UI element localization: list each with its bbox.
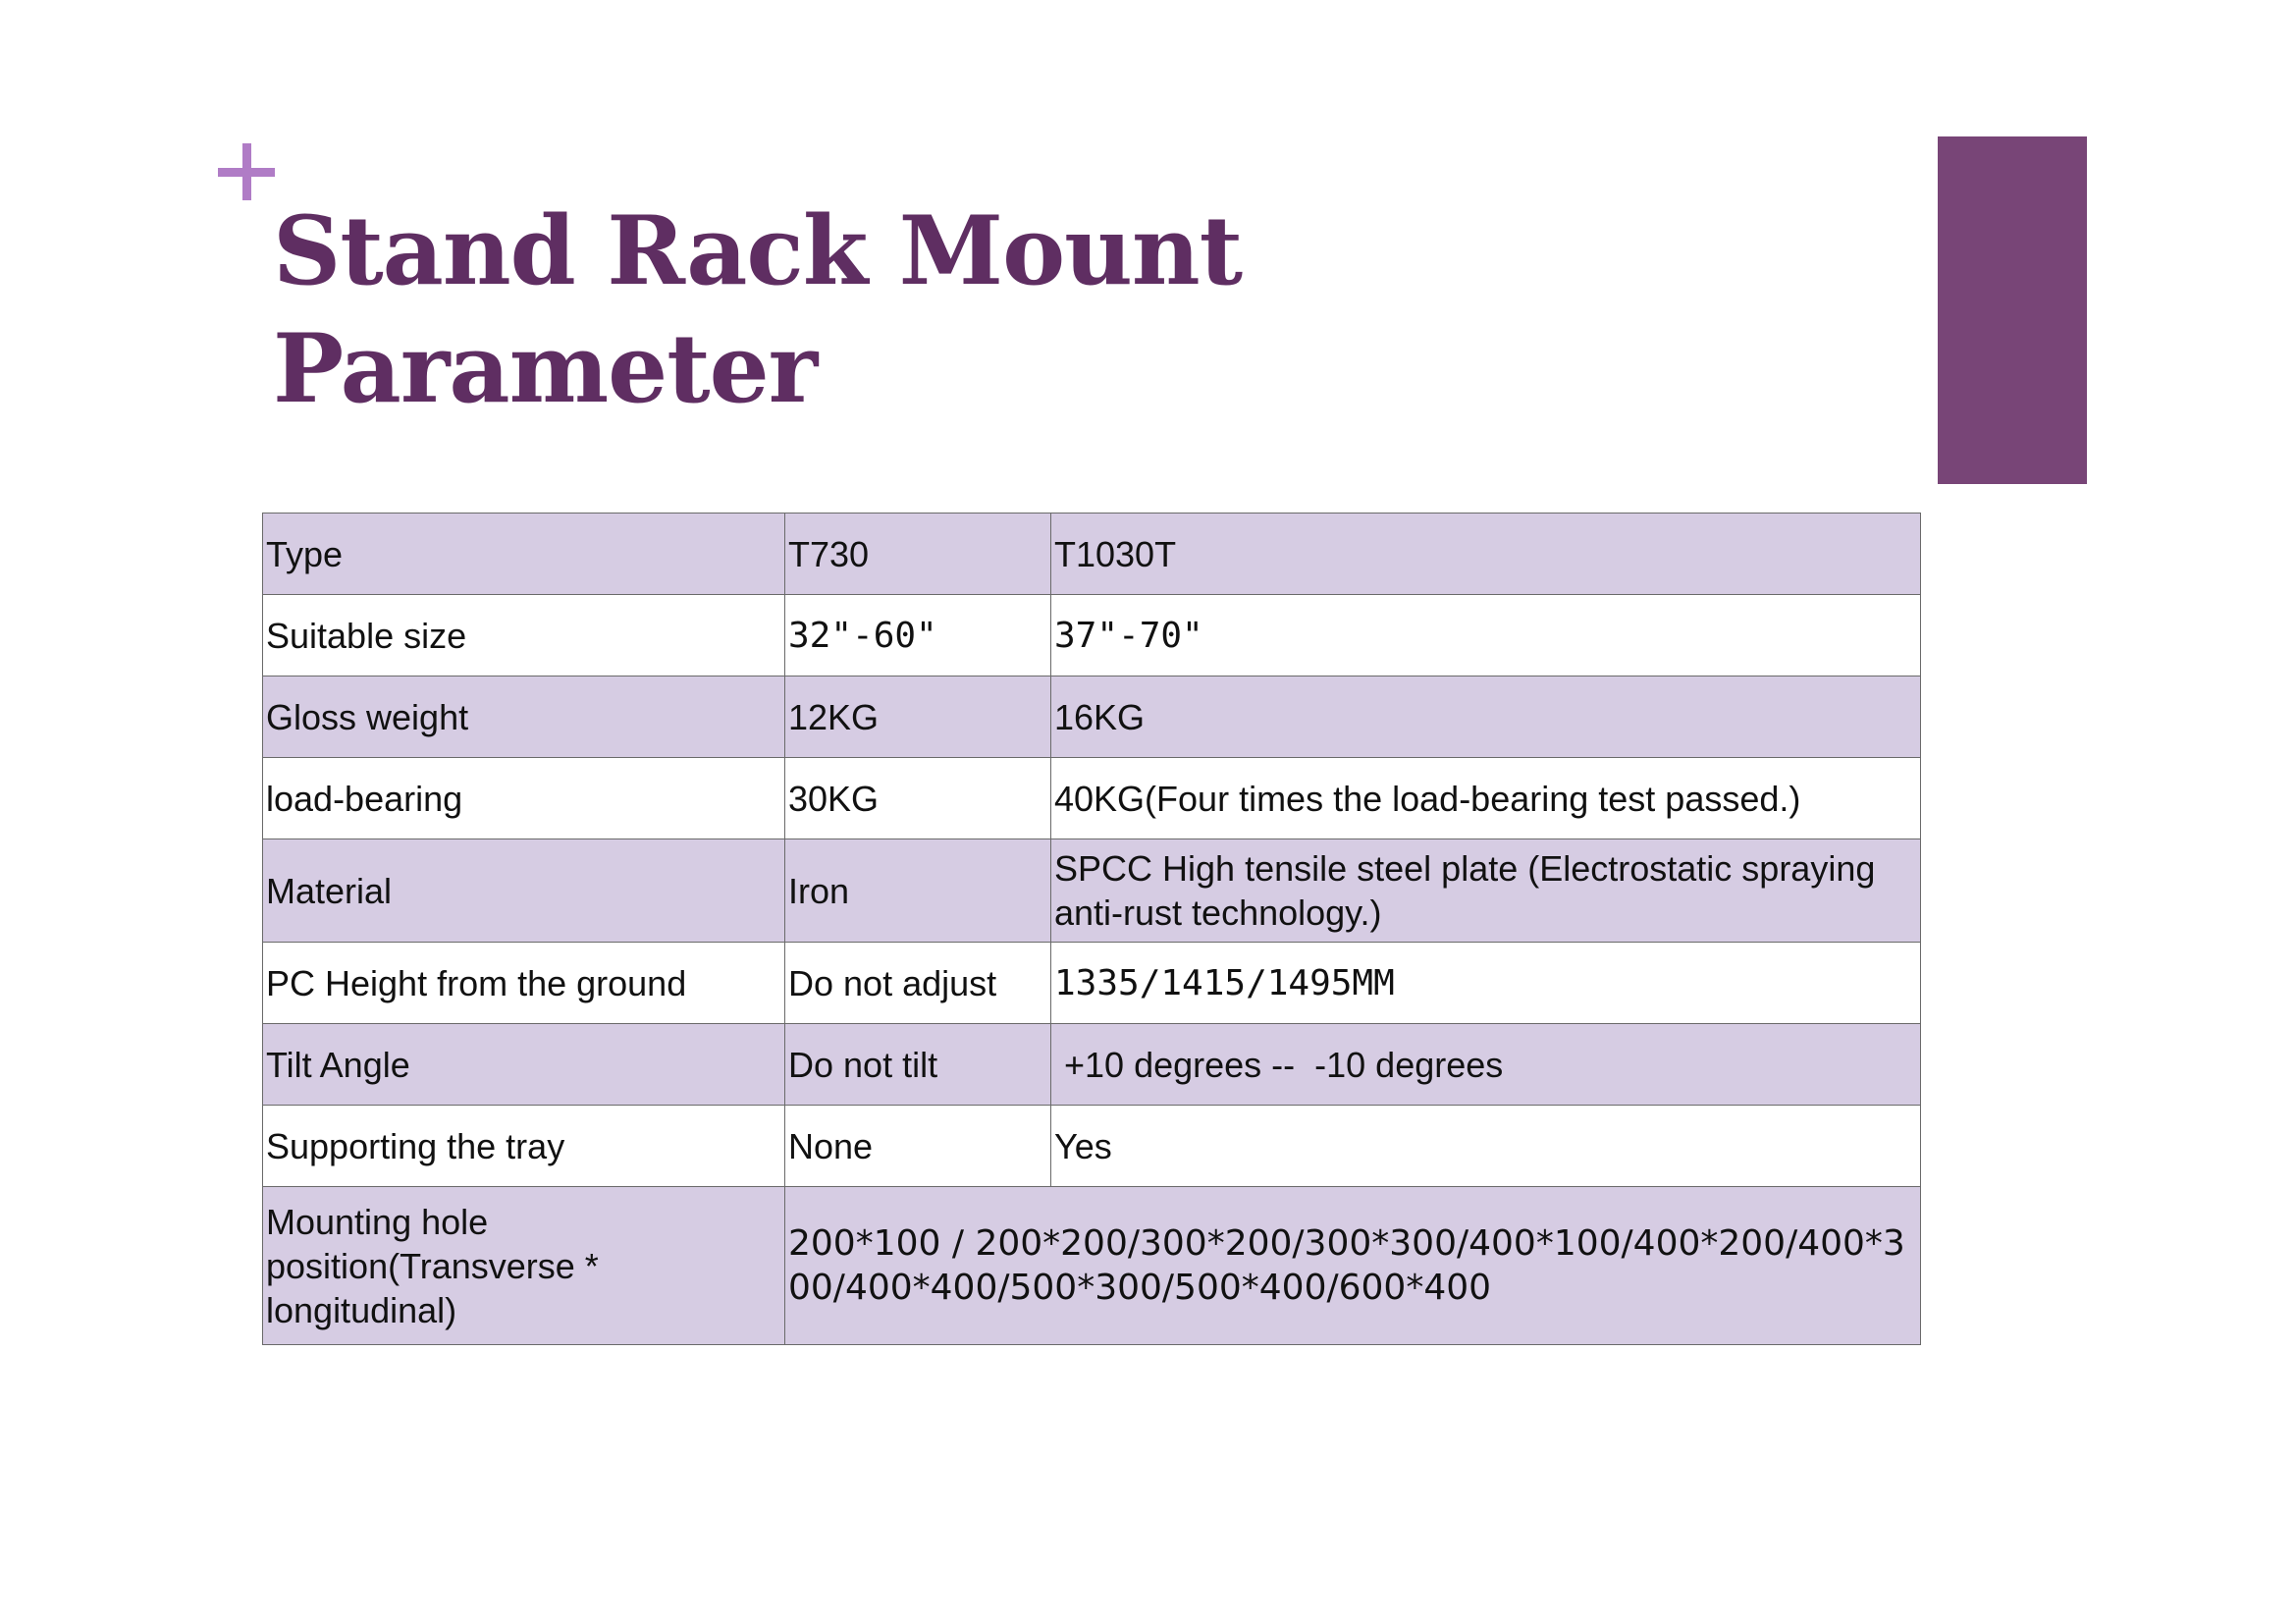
cell-t1030t: T1030T [1051,514,1921,595]
accent-bar [1938,136,2087,484]
cell-mounting-holes: 200*100 / 200*200/300*200/300*300/400*100/400*200/400*300/400*400/500*300/500*400/600*400 [785,1187,1921,1345]
table-row-mounting-hole [263,1187,1921,1345]
table-row-gloss-weight [263,676,1921,758]
row-label: Type [263,514,785,595]
row-label: load-bearing [263,758,785,839]
row-label: Material [263,839,785,943]
cell-t730: Do not tilt [785,1024,1051,1106]
row-label: Suitable size [263,595,785,676]
parameter-table [262,513,1921,1345]
title-line-2: Parameter [273,313,818,424]
table-row-supporting-tray [263,1106,1921,1187]
cell-t730: Iron [785,839,1051,943]
cell-t1030t: 37"-70" [1051,595,1921,676]
table-row-pc-height [263,943,1921,1024]
table-row-suitable-size [263,595,1921,676]
cell-t1030t: +10 degrees -- -10 degrees [1051,1024,1921,1106]
table-row-material [263,839,1921,943]
cell-t730: 30KG [785,758,1051,839]
title-line-1: Stand Rack Mount [273,195,1243,306]
row-label: Mounting hole position(Transverse * longitudinal) [263,1187,785,1345]
row-label: Tilt Angle [263,1024,785,1106]
row-label: Gloss weight [263,676,785,758]
cell-t730: T730 [785,514,1051,595]
cell-t1030t: 16KG [1051,676,1921,758]
cell-t1030t: SPCC High tensile steel plate (Electrostatic spraying anti-rust technology.) [1051,839,1921,943]
cell-t1030t: Yes [1051,1106,1921,1187]
table-row-tilt-angle [263,1024,1921,1106]
cell-t1030t: 1335/1415/1495MM [1051,943,1921,1024]
cell-t730: None [785,1106,1051,1187]
cell-t730: 12KG [785,676,1051,758]
row-label: Supporting the tray [263,1106,785,1187]
row-label: PC Height from the ground [263,943,785,1024]
cell-t730: Do not adjust [785,943,1051,1024]
slide-title [273,192,1242,428]
cell-t1030t: 40KG(Four times the load-bearing test passed.) [1051,758,1921,839]
plus-icon [218,143,277,202]
table-row-load-bearing [263,758,1921,839]
cell-t730: 32"-60" [785,595,1051,676]
table-row-type [263,514,1921,595]
